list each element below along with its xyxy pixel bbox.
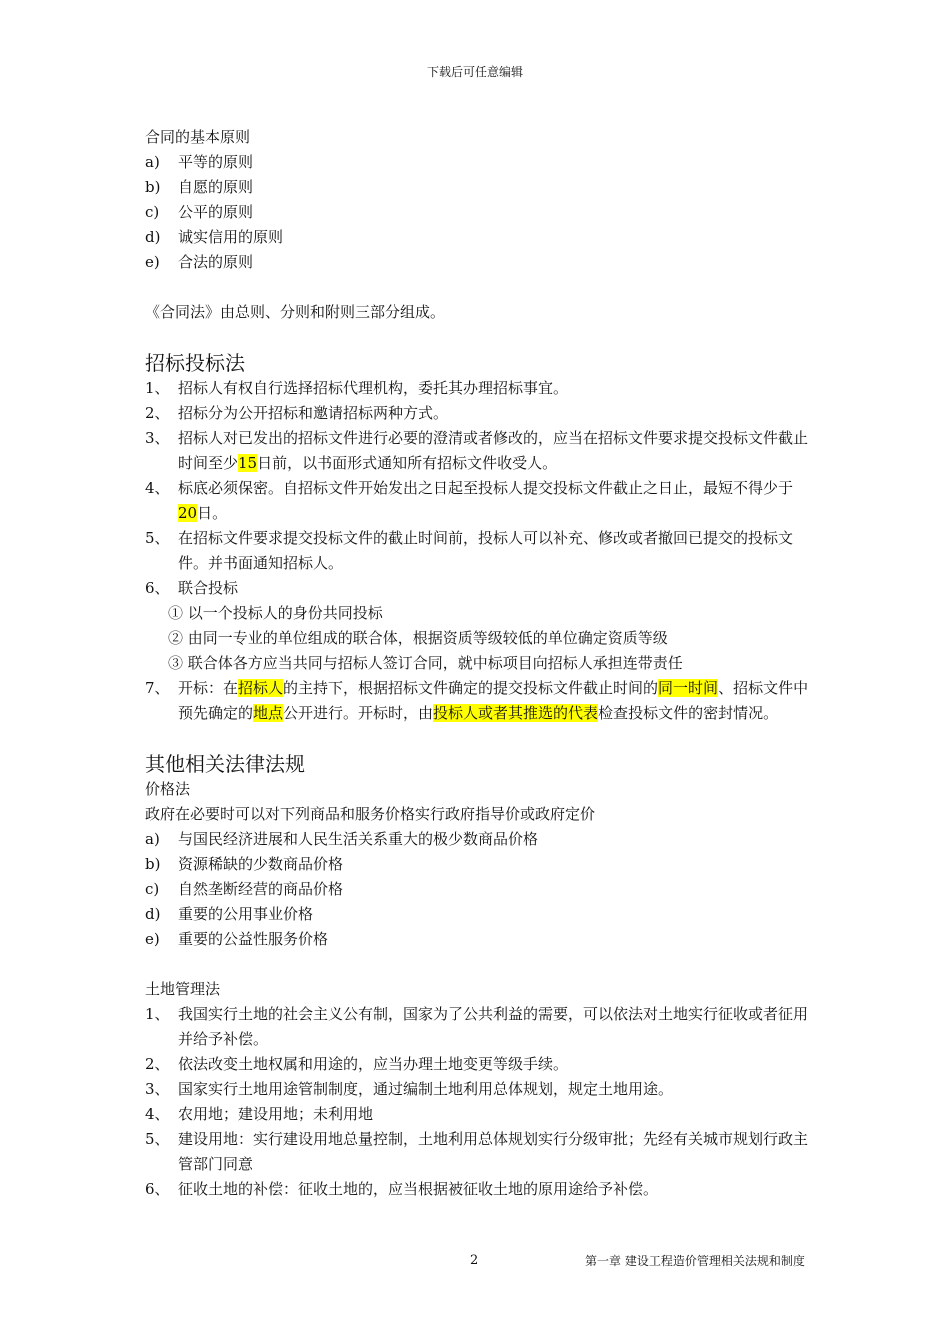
contract-principles-title: 合同的基本原则 — [145, 128, 251, 146]
list-item: 4、 标底必须保密。自招标文件开始发出之日起至投标人提交投标文件截止之日止，最短不得少于20日。 — [145, 479, 794, 522]
highlight-same-time: 同一时间 — [658, 679, 719, 697]
list-item: 4、 农用地；建设用地；未利用地 — [145, 1105, 374, 1123]
highlight-20-days: 20 — [178, 504, 198, 522]
list-item: 5、 建设用地：实行建设用地总量控制，土地利用总体规划实行分级审批；先经有关城市规划行政主管部门同意 — [145, 1130, 809, 1173]
list-item: 3、 招标人对已发出的招标文件进行必要的澄清或者修改的，应当在招标文件要求提交投标文件截止时间至少15日前，以书面形式通知所有招标文件收受人。 — [145, 429, 809, 472]
list-item: 1、 我国实行土地的社会主义公有制，国家为了公共利益的需要，可以依法对土地实行征收或者征用并给予补偿。 — [145, 1005, 809, 1048]
list-item: b) 自愿的原则 — [145, 178, 254, 196]
chapter-title: 第一章 建设工程造价管理相关法规和制度 — [585, 1254, 805, 1268]
list-item: 3、 国家实行土地用途管制制度，通过编制土地利用总体规划，规定土地用途。 — [145, 1080, 674, 1098]
page-header: 下载后可任意编辑 — [426, 65, 523, 79]
contract-composition: 《合同法》由总则、分则和附则三部分组成。 — [145, 303, 446, 321]
list-item: a) 与国民经济进展和人民生活关系重大的极少数商品价格 — [145, 830, 539, 848]
highlight-15-days: 15 — [238, 454, 258, 472]
price-law-intro: 政府在必要时可以对下列商品和服务价格实行政府指导价或政府定价 — [145, 805, 596, 823]
list-item: e) 合法的原则 — [145, 253, 254, 271]
list-item: e) 重要的公益性服务价格 — [145, 930, 329, 948]
tender-law-heading: 招标投标法 — [145, 351, 245, 375]
price-law-title: 价格法 — [145, 780, 191, 798]
list-item: 6、 联合投标 — [145, 579, 239, 597]
list-item: 6、 征收土地的补偿：征收土地的，应当根据被征收土地的原用途给予补偿。 — [145, 1180, 659, 1198]
land-law-title: 土地管理法 — [145, 980, 221, 998]
list-item: 2、 依法改变土地权属和用途的，应当办理土地变更等级手续。 — [145, 1055, 569, 1073]
highlight-representative: 投标人或者其推选的代表 — [433, 704, 599, 722]
list-item: c) 自然垄断经营的商品价格 — [145, 880, 344, 898]
other-laws-heading: 其他相关法律法规 — [145, 752, 305, 776]
list-item: d) 重要的公用事业价格 — [145, 905, 314, 923]
joint-bid-item: ② 由同一专业的单位组成的联合体，根据资质等级较低的单位确定资质等级 — [168, 629, 668, 647]
list-item: c) 公平的原则 — [145, 203, 254, 221]
list-item: 1、 招标人有权自行选择招标代理机构，委托其办理招标事宜。 — [145, 379, 569, 397]
document-body — [145, 125, 810, 1202]
page-number: 2 — [470, 1253, 479, 1268]
highlight-tenderer: 招标人 — [238, 679, 284, 697]
joint-bid-item: ① 以一个投标人的身份共同投标 — [168, 604, 383, 622]
list-item: d) 诚实信用的原则 — [145, 228, 284, 246]
list-item: b) 资源稀缺的少数商品价格 — [145, 855, 344, 873]
list-item: 7、 开标：在招标人的主持下，根据招标文件确定的提交投标文件截止时间的同一时间、招标文件中预先确定的地点公开进行。开标时，由投标人或者其推选的代表检查投标文件的密封情况。 — [145, 679, 809, 722]
joint-bid-item: ③ 联合体各方应当共同与招标人签订合同，就中标项目向招标人承担连带责任 — [168, 654, 683, 672]
list-item: 2、 招标分为公开招标和邀请招标两种方式。 — [145, 404, 449, 422]
highlight-location: 地点 — [253, 704, 284, 722]
list-item: a) 平等的原则 — [145, 153, 254, 171]
list-item: 5、 在招标文件要求提交投标文件的截止时间前，投标人可以补充、修改或者撤回已提交的投标文件。并书面通知招标人。 — [145, 529, 794, 572]
